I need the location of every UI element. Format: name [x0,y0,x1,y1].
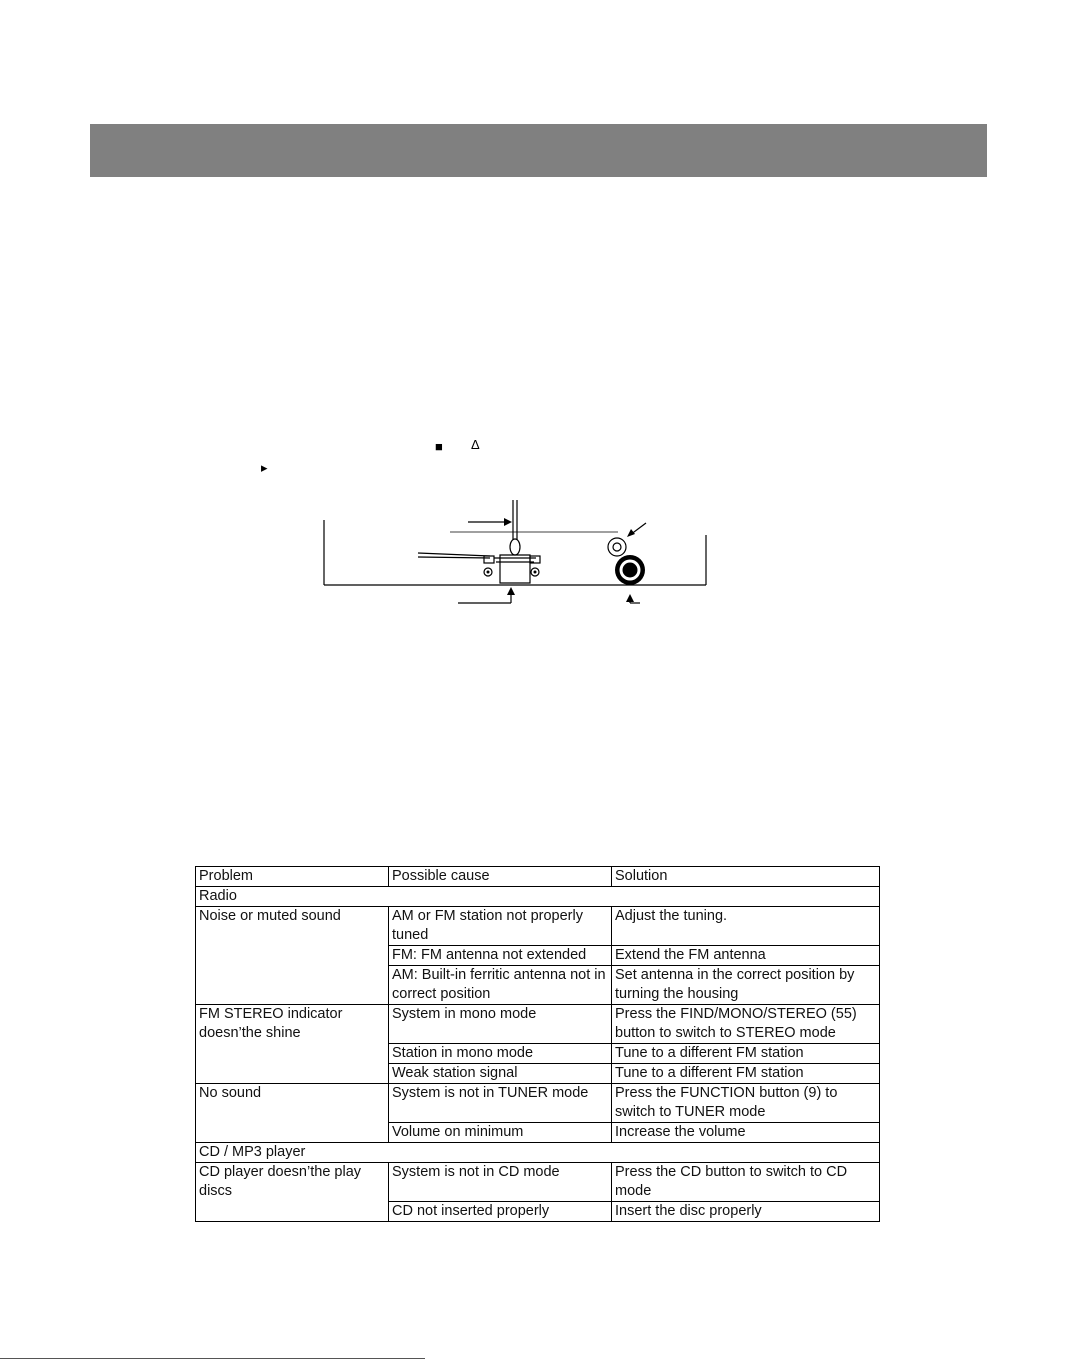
cause-cell: System in mono mode [389,1005,612,1044]
solution-cell: Adjust the tuning. [612,907,880,946]
cause-cell: Volume on minimum [389,1123,612,1143]
section-row-cd-mp3 [196,1143,880,1163]
play-icon: ▸ [261,460,268,475]
header-solution: Solution [612,867,880,887]
table-row [196,1005,880,1044]
section-header-band [90,124,987,177]
solution-cell: Press the CD button to switch to CD mode [612,1163,880,1202]
cause-cell: System is not in CD mode [389,1163,612,1202]
solution-cell: Tune to a different FM station [612,1044,880,1064]
solution-cell: Extend the FM antenna [612,946,880,966]
solution-cell: Insert the disc properly [612,1202,880,1222]
footer-rule [0,1358,425,1359]
solution-cell: Tune to a different FM station [612,1064,880,1084]
cause-cell: System is not in TUNER mode [389,1084,612,1123]
section-row-radio [196,887,880,907]
stop-icon: ■ [435,439,443,454]
cause-cell: Weak station signal [389,1064,612,1084]
header-problem: Problem [196,867,389,887]
solution-cell: Set antenna in the correct position by turning the housing [612,966,880,1005]
cause-cell: FM: FM antenna not extended [389,946,612,966]
cause-cell: AM: Built-in ferritic antenna not in correct position [389,966,612,1005]
solution-cell: Press the FIND/MONO/STEREO (55) button to switch to STEREO mode [612,1005,880,1044]
section-title: Radio [196,887,880,907]
eject-icon: Δ [471,437,480,452]
cause-cell: Station in mono mode [389,1044,612,1064]
problem-cell: CD player doesn’the play discs [196,1163,389,1222]
cause-cell: AM or FM station not properly tuned [389,907,612,946]
antenna-jack-diagram [318,495,718,615]
table-row [196,1163,880,1202]
problem-cell: Noise or muted sound [196,907,389,1005]
problem-cell: No sound [196,1084,389,1143]
solution-cell: Increase the volume [612,1123,880,1143]
problem-cell: FM STEREO indicator doesn’the shine [196,1005,389,1084]
cause-cell: CD not inserted properly [389,1202,612,1222]
table-row [196,907,880,946]
solution-cell: Press the FUNCTION button (9) to switch to TUNER mode [612,1084,880,1123]
troubleshooting-table [195,866,880,1222]
section-title: CD / MP3 player [196,1143,880,1163]
header-possible-cause: Possible cause [389,867,612,887]
table-header-row [196,867,880,887]
table-row [196,1084,880,1123]
